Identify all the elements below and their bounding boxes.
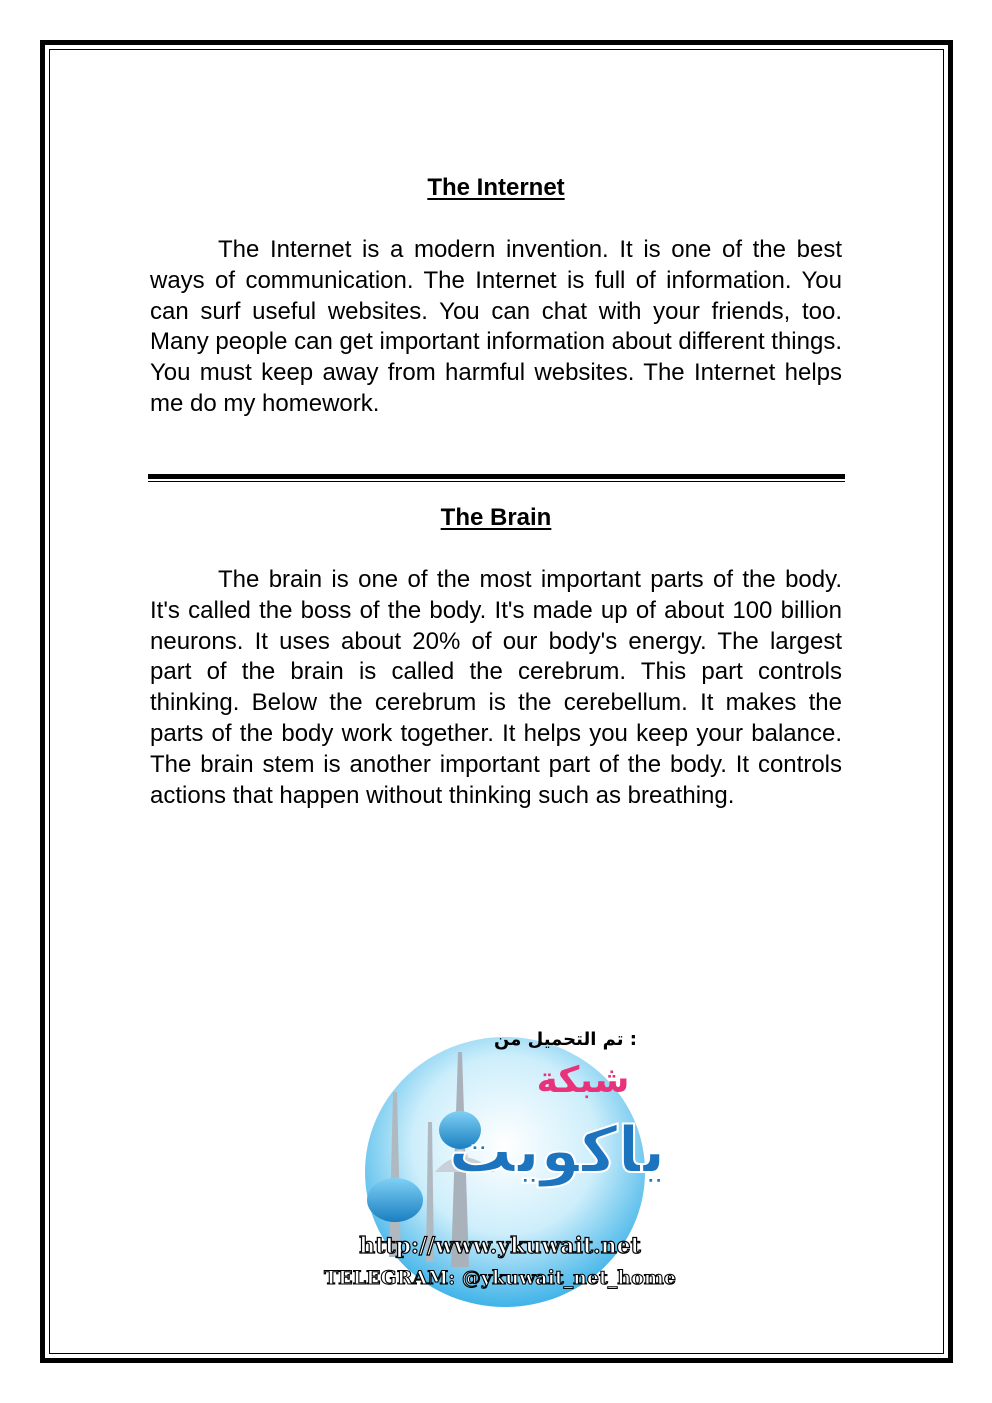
ykuwait-logo bbox=[324, 1022, 676, 1317]
brain-heading: The Brain bbox=[440, 504, 552, 531]
logo-url: http://www.ykuwait.net bbox=[359, 1233, 641, 1259]
logo-name-word: ياكويت bbox=[448, 1114, 666, 1188]
internet-heading: The Internet bbox=[427, 174, 565, 201]
internet-paragraph: The Internet is a modern invention. It is one of the best ways of communication. The Internet is full of information. You can surf useful websites. You can chat with your friends, too. Many people can get important information about different things. You must keep away from harmful websites. The Internet helps me do my homework. bbox=[150, 236, 842, 417]
brain-paragraph: The brain is one of the most important parts of the body. It's called the boss of the body. It's made up of about 100 billion neurons. It uses about 20% of our body's energy. The largest part of the brain is called the cerebrum. This part controls thinking. Below the cerebrum is the cerebellum. It makes the parts of the body work together. It helps you keep your balance. The brain stem is another important part of the body. It controls actions that happen without thinking such as breathing. bbox=[150, 566, 842, 809]
logo-telegram: TELEGRAM: @ykuwait_net_home bbox=[324, 1267, 676, 1289]
section-divider bbox=[148, 474, 845, 482]
logo-network-word: شبكة bbox=[536, 1060, 630, 1101]
logo-top-caption: تم التحميل من : bbox=[494, 1029, 637, 1050]
